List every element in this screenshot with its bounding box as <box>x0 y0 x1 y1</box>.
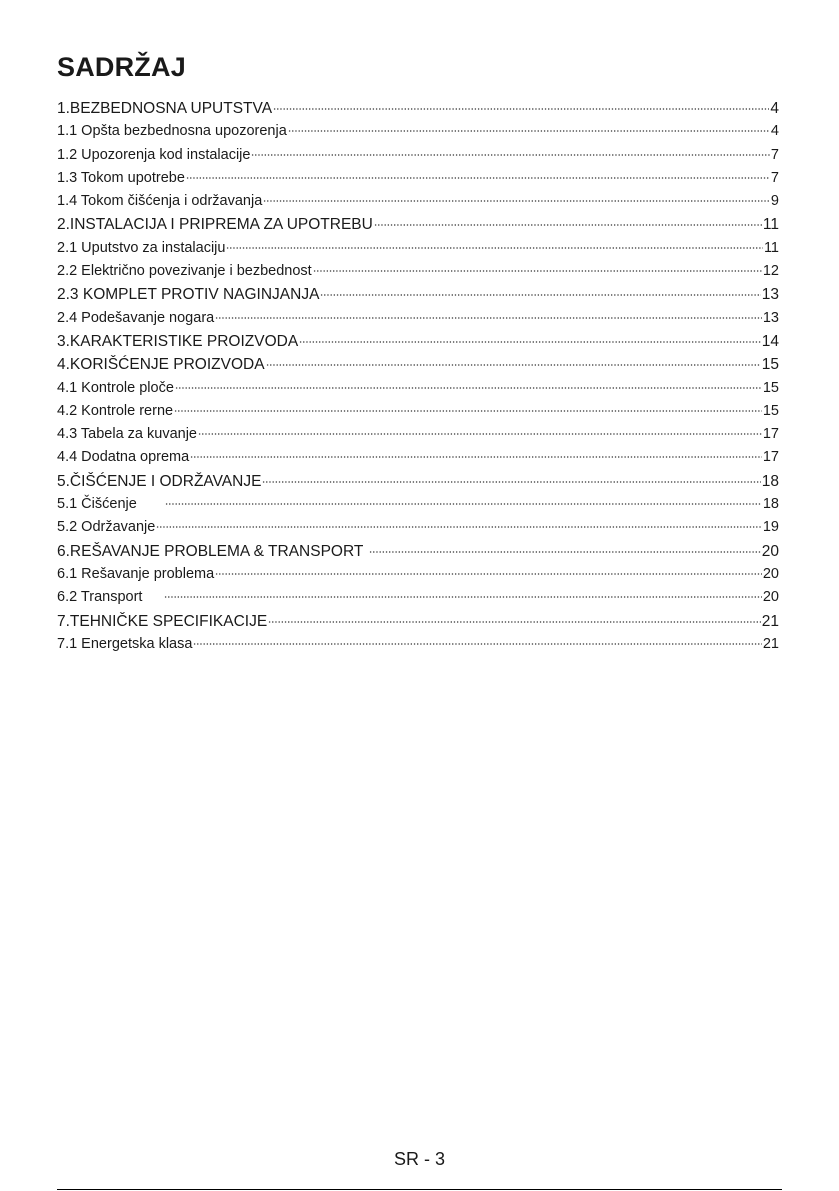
toc-entry-page: 15 <box>761 356 779 374</box>
toc-dot-leader <box>174 410 762 412</box>
toc-entry-page: 14 <box>761 332 779 350</box>
toc-entry-page: 19 <box>762 519 779 536</box>
toc-entry-page: 15 <box>762 379 779 396</box>
toc-entry-label: 2.1 Uputstvo za instalaciju <box>57 239 226 256</box>
toc-dot-leader <box>299 341 761 343</box>
table-of-contents <box>57 97 779 656</box>
toc-entry-page: 20 <box>762 565 779 582</box>
toc-dot-leader <box>198 433 762 435</box>
toc-entry-label: 6.1 Rešavanje problema <box>57 565 215 582</box>
toc-entry-label: 4.4 Dodatna oprema <box>57 449 190 466</box>
toc-entry[interactable] <box>57 120 779 143</box>
footer-divider <box>57 1189 782 1190</box>
toc-entry-label: 2.3 KOMPLET PROTIV NAGINJANJA <box>57 286 320 304</box>
toc-entry-page: 7 <box>770 169 779 186</box>
toc-entry-page: 9 <box>770 193 779 210</box>
toc-entry-label: 7.1 Energetska klasa <box>57 635 193 652</box>
toc-dot-leader <box>156 526 762 528</box>
toc-dot-leader <box>175 387 762 389</box>
toc-entry[interactable] <box>57 330 779 353</box>
toc-entry-label: 5.ČIŠĆENJE I ODRŽAVANJE <box>57 472 262 490</box>
toc-entry-page: 20 <box>762 589 779 606</box>
toc-entry-page: 18 <box>762 496 779 513</box>
page-title: SADRŽAJ <box>57 52 186 82</box>
toc-entry-label: 6.2 Transport <box>57 589 143 606</box>
toc-dot-leader <box>251 154 769 156</box>
toc-entry-label: 5.2 Održavanje <box>57 519 156 536</box>
toc-entry[interactable] <box>57 446 779 469</box>
toc-entry-page: 21 <box>762 635 779 652</box>
toc-dot-leader <box>263 200 770 202</box>
toc-entry[interactable] <box>57 493 779 516</box>
toc-entry-label: 4.1 Kontrole ploče <box>57 379 174 396</box>
toc-entry[interactable] <box>57 470 779 493</box>
toc-entry-label: 1.BEZBEDNOSNA UPUTSTVA <box>57 100 273 117</box>
toc-entry[interactable] <box>57 144 779 167</box>
toc-dot-leader <box>186 177 770 179</box>
toc-entry[interactable] <box>57 307 779 330</box>
toc-entry-page: 13 <box>761 286 779 304</box>
toc-entry-label: 3.KARAKTERISTIKE PROIZVODA <box>57 332 299 350</box>
toc-dot-leader <box>273 108 769 110</box>
toc-entry[interactable] <box>57 237 779 260</box>
toc-dot-leader <box>164 596 761 598</box>
toc-entry[interactable] <box>57 283 779 306</box>
toc-entry-label: 7.TEHNIČKE SPECIFIKACIJE <box>57 612 268 630</box>
toc-entry-page: 18 <box>761 472 779 490</box>
toc-entry-label: 2.2 Električno povezivanje i bezbednost <box>57 263 312 280</box>
toc-entry[interactable] <box>57 586 779 609</box>
toc-entry-label: 4.2 Kontrole rerne <box>57 402 174 419</box>
toc-dot-leader <box>288 130 770 132</box>
toc-entry-label: 4.3 Tabela za kuvanje <box>57 426 198 443</box>
toc-dot-leader <box>165 503 762 505</box>
toc-entry-page: 21 <box>761 612 779 630</box>
toc-entry-label: 2.INSTALACIJA I PRIPREMA ZA UPOTREBU <box>57 216 373 234</box>
toc-entry-label: 6.REŠAVANJE PROBLEMA & TRANSPORT <box>57 542 364 560</box>
toc-entry-page: 4 <box>770 100 779 117</box>
toc-entry[interactable] <box>57 97 779 120</box>
toc-entry[interactable] <box>57 610 779 633</box>
page-number: SR - 3 <box>393 1149 445 1169</box>
toc-entry-page: 17 <box>762 449 779 466</box>
toc-entry[interactable] <box>57 377 779 400</box>
toc-entry[interactable] <box>57 400 779 423</box>
toc-entry[interactable] <box>57 190 779 213</box>
toc-entry-page: 12 <box>762 263 779 280</box>
toc-entry-page: 13 <box>762 309 779 326</box>
toc-dot-leader <box>190 456 762 458</box>
toc-entry-page: 11 <box>763 239 779 256</box>
toc-entry[interactable] <box>57 213 779 236</box>
toc-entry-page: 7 <box>770 146 779 163</box>
toc-entry-label: 1.3 Tokom upotrebe <box>57 169 185 186</box>
toc-dot-leader <box>215 317 762 319</box>
toc-entry-label: 1.2 Upozorenja kod instalacije <box>57 146 251 163</box>
toc-entry-page: 20 <box>761 542 779 560</box>
toc-entry-page: 11 <box>762 216 779 234</box>
toc-entry-page: 17 <box>762 426 779 443</box>
toc-entry-label: 1.4 Tokom čišćenja i održavanja <box>57 193 263 210</box>
toc-dot-leader <box>193 643 761 645</box>
toc-entry-label: 4.KORIŠĆENJE PROIZVODA <box>57 356 265 374</box>
toc-dot-leader <box>266 364 761 366</box>
toc-entry[interactable] <box>57 260 779 283</box>
toc-dot-leader <box>374 224 762 226</box>
toc-entry[interactable] <box>57 423 779 446</box>
toc-dot-leader <box>320 294 760 296</box>
toc-entry[interactable] <box>57 540 779 563</box>
toc-entry-page: 15 <box>762 402 779 419</box>
toc-dot-leader <box>215 573 762 575</box>
toc-entry-page: 4 <box>770 123 779 140</box>
toc-dot-leader <box>313 270 762 272</box>
toc-entry[interactable] <box>57 167 779 190</box>
toc-dot-leader <box>268 621 761 623</box>
toc-dot-leader <box>369 551 760 553</box>
toc-entry-label: 2.4 Podešavanje nogara <box>57 309 215 326</box>
toc-dot-leader <box>226 247 762 249</box>
toc-entry[interactable] <box>57 563 779 586</box>
toc-dot-leader <box>262 481 760 483</box>
toc-entry-label: 5.1 Čišćenje <box>57 496 137 513</box>
toc-entry[interactable] <box>57 353 779 376</box>
toc-entry-label: 1.1 Opšta bezbednosna upozorenja <box>57 123 287 140</box>
toc-entry[interactable] <box>57 516 779 539</box>
toc-entry[interactable] <box>57 633 779 656</box>
